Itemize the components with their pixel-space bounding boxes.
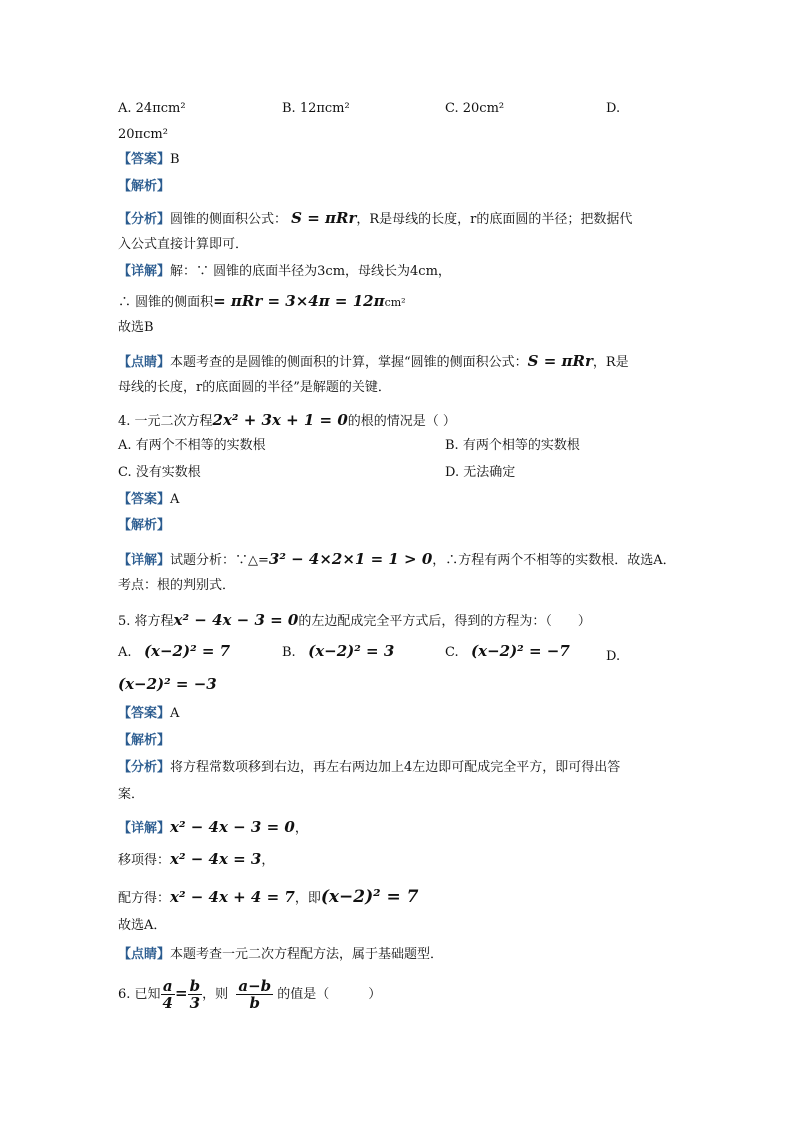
punct: ，: [294, 821, 308, 836]
q5-peifang-line: [118, 888, 419, 908]
option-label: C.: [445, 645, 459, 660]
q5-option-d-formula: [118, 675, 217, 695]
formula: x² − 4x + 4 = 7: [170, 888, 295, 906]
formula: (x−2)² = 7: [320, 887, 419, 907]
q5-xiangjie-line: [118, 818, 308, 838]
xiangjie-text: 解：∵ 圆锥的底面半径为3cm，母线长为4cm，: [170, 264, 451, 279]
formula: (x−2)² = 7: [143, 642, 231, 660]
q5-fenxi-line1: [118, 759, 620, 777]
q3-analysis-tag: [118, 178, 170, 196]
q3-option-d-value: 20πcm²: [118, 127, 168, 142]
analysis-tag: 【解析】: [118, 179, 171, 194]
stem-text: 的值是（ ）: [277, 987, 382, 1002]
numerator: a−b: [238, 977, 272, 995]
formula: x² − 4x = 3: [170, 850, 262, 868]
q3-dianjing-line2: 母线的长度，r的底面圆的半径”是解题的关键．: [118, 380, 391, 395]
q3-option-a: A. 24πcm²: [118, 101, 186, 116]
answer-tag: 【答案】: [118, 492, 171, 507]
q4-option-a: A. 有两个不相等的实数根: [118, 438, 266, 453]
dianjing-tag: 【点睛】: [118, 355, 171, 370]
formula: 3² − 4×2×1 = 1 > 0: [268, 550, 433, 568]
q5-dianjing-line: [118, 946, 443, 964]
q4-option-d: D. 无法确定: [445, 465, 516, 480]
stem-text: 4. 一元二次方程: [118, 414, 213, 429]
q3-option-d-label: D.: [606, 101, 621, 116]
answer-value: B: [170, 152, 180, 167]
formula: 2x² + 3x + 1 = 0: [212, 411, 348, 429]
q3-choose: 故选B: [118, 320, 154, 335]
xiangjie-text: ，∴方程有两个不相等的实数根．故选A．: [432, 553, 676, 568]
xiangjie-text: ∴ 圆锥的侧面积: [118, 295, 214, 310]
denominator: 3: [189, 994, 201, 1012]
numerator: b: [189, 977, 201, 995]
stem-text: 6. 已知: [118, 987, 161, 1002]
q6-stem: [118, 978, 381, 1011]
step-text: ，即: [294, 891, 321, 906]
q3-dianjing-line1: [118, 352, 629, 372]
denominator: b: [249, 994, 260, 1012]
answer-tag: 【答案】: [118, 152, 171, 167]
q5-option-a: [118, 642, 230, 662]
formula: (x−2)² = 3: [308, 642, 395, 660]
q3-xiangjie-line: [118, 263, 451, 281]
step-label: 配方得：: [118, 891, 171, 906]
xiangjie-tag: 【详解】: [118, 821, 171, 836]
fenxi-tag: 【分析】: [118, 212, 171, 227]
formula: x² − 4x − 3 = 0: [173, 611, 299, 629]
q4-analysis-tag: [118, 517, 170, 535]
answer-value: A: [170, 492, 180, 507]
fenxi-text: 将方程常数项移到右边，再左右两边加上4左边即可配成完全平方，即可得出答: [170, 760, 621, 775]
fenxi-text: ，R是母线的长度，r的底面圆的半径；把数据代: [356, 212, 633, 227]
q3-option-c: C. 20cm²: [445, 101, 505, 116]
q5-stem: [118, 611, 591, 631]
q3-fenxi-line1: [118, 209, 632, 229]
xiangjie-text: 试题分析：∵△=: [170, 553, 269, 568]
fraction-b-over-3: [188, 978, 203, 1011]
dianjing-tag: 【点睛】: [118, 947, 171, 962]
stem-text: 的根的情况是（ ）: [347, 414, 456, 429]
q4-answer-line: [118, 491, 179, 509]
formula: = πRr = 3×4π = 12π: [213, 292, 385, 310]
formula: x² − 4x − 3 = 0: [170, 818, 295, 836]
step-label: 移项得：: [118, 853, 171, 868]
q4-stem: [118, 411, 456, 431]
formula: S = πRr: [291, 209, 357, 227]
answer-value: A: [170, 706, 180, 721]
q5-analysis-tag: [118, 732, 170, 750]
option-label: A.: [118, 645, 132, 660]
dianjing-text: 本题考查一元二次方程配方法，属于基础题型．: [170, 947, 444, 962]
q5-yixiang-line: [118, 850, 274, 870]
fenxi-tag: 【分析】: [118, 760, 171, 775]
xiangjie-tag: 【详解】: [118, 264, 171, 279]
analysis-tag: 【解析】: [118, 733, 171, 748]
q5-fenxi-line2: 案．: [118, 787, 145, 802]
q5-option-c: [445, 642, 570, 662]
stem-text: 的左边配成完全平方式后，得到的方程为：（ ）: [298, 614, 591, 629]
unit: cm²: [384, 296, 406, 309]
numerator: a: [161, 978, 175, 995]
stem-text: ，则: [202, 987, 229, 1002]
q5-option-d-label: D.: [606, 649, 621, 664]
q5-answer-line: [118, 705, 179, 723]
q3-fenxi-line2: 入公式直接计算即可．: [118, 237, 249, 252]
dianjing-text: 本题考查的是圆锥的侧面积的计算，掌握“圆锥的侧面积公式：: [170, 355, 528, 370]
fraction-a-minus-b-over-b: [236, 978, 273, 1011]
equals: =: [174, 984, 188, 1002]
denominator: 4: [162, 994, 173, 1012]
option-label: B.: [282, 645, 296, 660]
q5-option-b: [282, 642, 394, 662]
analysis-tag: 【解析】: [118, 518, 171, 533]
xiangjie-tag: 【详解】: [118, 553, 171, 568]
q4-option-b: B. 有两个相等的实数根: [445, 438, 580, 453]
q3-answer-line: [118, 151, 180, 169]
q4-xiangjie-line: [118, 550, 676, 570]
fenxi-text: 圆锥的侧面积公式：: [170, 212, 288, 227]
fraction-a-over-4: [161, 978, 175, 1011]
punct: ，: [261, 853, 275, 868]
q4-kaodian: 考点：根的判别式．: [118, 578, 236, 593]
formula: (x−2)² = −7: [471, 642, 570, 660]
formula: (x−2)² = −3: [118, 675, 217, 693]
stem-text: 5. 将方程: [118, 614, 174, 629]
q3-option-b: B. 12πcm²: [282, 101, 350, 116]
answer-tag: 【答案】: [118, 706, 171, 721]
q5-choose: 故选A．: [118, 918, 167, 933]
q4-option-c: C. 没有实数根: [118, 465, 201, 480]
formula: S = πRr: [527, 352, 593, 370]
dianjing-text: ，R是: [592, 355, 629, 370]
q3-xiangjie-line2: [118, 292, 406, 312]
